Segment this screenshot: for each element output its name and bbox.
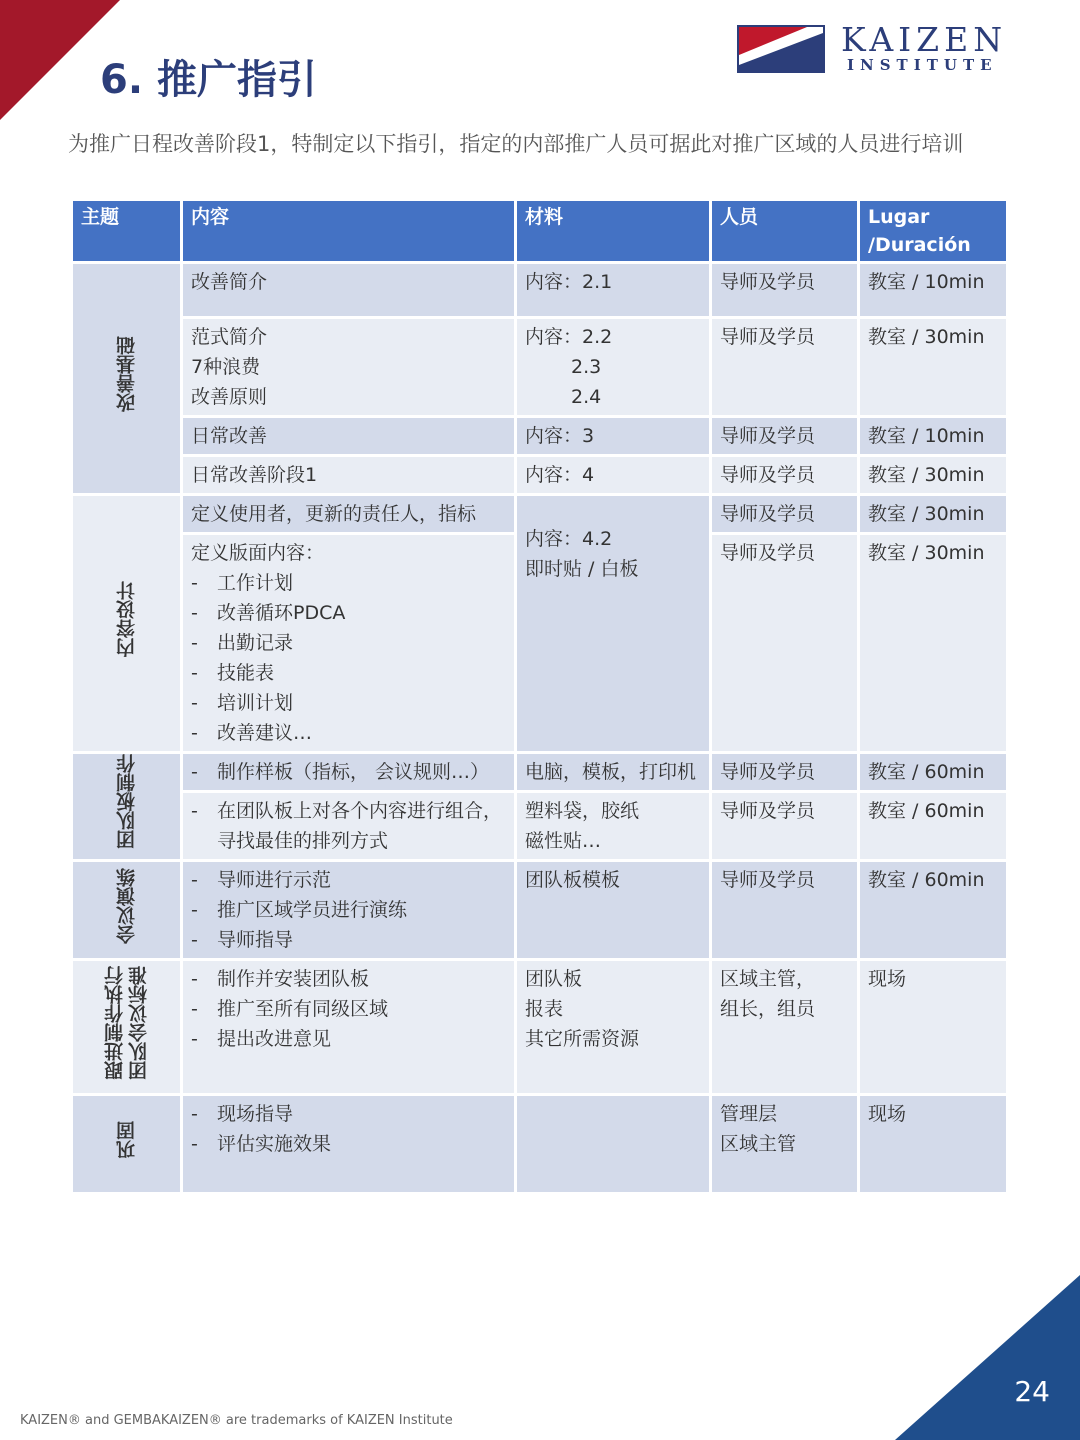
topic-label: 巩固 <box>115 1120 138 1159</box>
list-item: - 评估实施效果 <box>191 1133 332 1155</box>
place-cell: 现场 <box>860 961 1006 1093</box>
staff-line: 导师及学员 <box>720 761 816 783</box>
topic-label: 改善基础 <box>115 336 138 412</box>
header-material: 材料 <box>517 201 709 261</box>
place-cell: 教室 / 60min <box>860 793 1006 859</box>
list-item-text: 改善循环PDCA <box>217 602 346 624</box>
content-cell <box>183 264 514 316</box>
material-line: 团队板模板 <box>525 869 621 891</box>
list-item-text: 导师进行示范 <box>217 869 332 891</box>
list-item-text: 改善建议… <box>217 722 313 744</box>
staff-cell <box>712 754 857 790</box>
intro-text: 为推广日程改善阶段1，特制定以下指引，指定的内部推广人员可据此对推广区域的人员进行培训 <box>68 132 964 156</box>
header-topic: 主题 <box>73 201 180 261</box>
staff-cell <box>712 319 857 415</box>
content-line: 7种浪费 <box>191 356 261 378</box>
list-item: - 出勤记录 <box>191 632 294 654</box>
staff-cell <box>712 1096 857 1192</box>
place-cell: 现场 <box>860 1096 1006 1192</box>
staff-line: 组长，组员 <box>720 998 816 1020</box>
material-cell <box>517 754 709 790</box>
material-line: 内容：2.2 <box>525 326 613 348</box>
staff-line: 导师及学员 <box>720 503 816 525</box>
table-row <box>73 793 1006 859</box>
material-cell <box>517 319 709 415</box>
material-line: 其它所需资源 <box>525 1028 640 1050</box>
material-cell <box>517 496 709 751</box>
material-line: 报表 <box>525 998 564 1020</box>
staff-line: 区域主管 <box>720 1133 797 1155</box>
list-item-text: 制作样板（指标， 会议规则…） <box>217 761 490 783</box>
staff-cell <box>712 862 857 958</box>
list-item-text: 现场指导 <box>217 1103 294 1125</box>
staff-line: 导师及学员 <box>720 464 816 486</box>
table-row <box>73 418 1006 454</box>
table-row <box>73 961 1006 1093</box>
topic-label: 跟进制作执行团队会议标准 <box>103 965 150 1080</box>
list-item-text: 制作并安装团队板 <box>217 968 370 990</box>
content-line: 日常改善 <box>191 425 268 447</box>
topic-label: 会议演练 <box>115 867 138 944</box>
header-place: Lugar /Duración <box>860 201 1006 261</box>
topic-cell <box>73 1096 180 1192</box>
staff-line: 导师及学员 <box>720 326 816 348</box>
material-line: 内容：3 <box>525 425 595 447</box>
content-cell <box>183 793 514 859</box>
material-line: 团队板 <box>525 968 583 990</box>
table-row <box>73 754 1006 790</box>
content-line: 日常改善阶段1 <box>191 464 318 486</box>
place-cell: 教室 / 30min <box>860 457 1006 493</box>
material-line: 内容：4.2 <box>525 528 613 550</box>
table-row <box>73 319 1006 415</box>
kaizen-logo <box>737 22 1052 77</box>
list-item: - 提出改进意见 <box>191 1028 332 1050</box>
content-cell <box>183 457 514 493</box>
staff-cell <box>712 793 857 859</box>
material-cell <box>517 457 709 493</box>
list-item-text: 出勤记录 <box>217 632 294 654</box>
table-row <box>73 862 1006 958</box>
content-cell <box>183 1096 514 1192</box>
place-cell: 教室 / 60min <box>860 862 1006 958</box>
list-item: - 制作样板（指标， 会议规则…） <box>191 761 490 783</box>
kaizen-flag-icon <box>737 25 825 73</box>
topic-label: 内容设计 <box>115 581 138 657</box>
list-item-text: 评估实施效果 <box>217 1133 332 1155</box>
table-row <box>73 496 1006 532</box>
staff-line: 导师及学员 <box>720 542 816 564</box>
list-item-text: 培训计划 <box>217 692 294 714</box>
material-line: 电脑，模板，打印机 <box>525 761 697 783</box>
header-content: 内容 <box>183 201 514 261</box>
list-item-text: 技能表 <box>217 662 275 684</box>
material-line: 内容：2.1 <box>525 271 613 293</box>
material-line: 即时贴 / 白板 <box>525 558 639 580</box>
list-item: - 技能表 <box>191 662 275 684</box>
material-cell <box>517 264 709 316</box>
content-line: 范式简介 <box>191 326 268 348</box>
material-cell <box>517 961 709 1093</box>
header-staff: 人员 <box>712 201 857 261</box>
list-item: - 导师进行示范 <box>191 869 332 891</box>
page-number: 24 <box>1014 1375 1050 1408</box>
table-row <box>73 457 1006 493</box>
bottom-right-corner-decoration <box>895 1275 1080 1440</box>
place-cell: 教室 / 30min <box>860 319 1006 415</box>
material-cell <box>517 793 709 859</box>
place-cell: 教室 / 10min <box>860 418 1006 454</box>
trademark-footer: KAIZEN® and GEMBAKAIZEN® are trademarks of KAIZEN Institute <box>20 1413 453 1428</box>
list-item: - 制作并安装团队板 <box>191 968 370 990</box>
staff-line: 导师及学员 <box>720 800 816 822</box>
content-line: 改善原则 <box>191 386 268 408</box>
list-item-text: 导师指导 <box>217 929 294 951</box>
staff-cell <box>712 535 857 751</box>
list-item: - 导师指导 <box>191 929 294 951</box>
list-item-text: 提出改进意见 <box>217 1028 332 1050</box>
table-row <box>73 1096 1006 1192</box>
content-line: 定义版面内容： <box>191 542 325 564</box>
content-line: 定义使用者，更新的责任人，指标 <box>191 503 477 525</box>
content-cell <box>183 862 514 958</box>
place-cell: 教室 / 30min <box>860 535 1006 751</box>
logo-kaizen-text: KAIZEN <box>841 20 1008 59</box>
topic-label: 团队板制作 <box>115 754 138 850</box>
material-line: 塑料袋，胶纸 <box>525 800 640 822</box>
staff-cell <box>712 496 857 532</box>
topic-cell <box>73 496 180 751</box>
content-cell <box>183 418 514 454</box>
logo-institute-text: INSTITUTE <box>847 56 998 74</box>
place-cell: 教室 / 10min <box>860 264 1006 316</box>
staff-line: 导师及学员 <box>720 271 816 293</box>
staff-line: 管理层 <box>720 1103 778 1125</box>
material-cell <box>517 1096 709 1192</box>
list-item: - 培训计划 <box>191 692 294 714</box>
list-item: - 改善循环PDCA <box>191 602 346 624</box>
table-header-row <box>73 201 1006 261</box>
staff-line: 导师及学员 <box>720 869 816 891</box>
material-line: 2.3 <box>571 356 602 378</box>
list-item-text: 推广区域学员进行演练 <box>217 899 408 921</box>
table-row <box>73 264 1006 316</box>
staff-cell <box>712 264 857 316</box>
list-item: - 推广区域学员进行演练 <box>191 899 408 921</box>
guide-table <box>70 198 1009 1195</box>
list-item-text: 推广至所有同级区域 <box>217 998 389 1020</box>
content-cell <box>183 535 514 751</box>
page-title: 6. 推广指引 <box>100 57 317 103</box>
staff-line: 导师及学员 <box>720 425 816 447</box>
list-item: - 工作计划 <box>191 572 294 594</box>
list-item-text: 工作计划 <box>217 572 294 594</box>
content-cell <box>183 961 514 1093</box>
topic-cell <box>73 862 180 958</box>
content-cell <box>183 496 514 532</box>
content-cell <box>183 754 514 790</box>
content-line: 改善简介 <box>191 271 268 293</box>
place-cell: 教室 / 30min <box>860 496 1006 532</box>
list-item: - 改善建议… <box>191 722 313 744</box>
material-line: 2.4 <box>571 386 602 408</box>
material-cell <box>517 862 709 958</box>
list-item: - 推广至所有同级区域 <box>191 998 389 1020</box>
staff-cell <box>712 961 857 1093</box>
topic-cell <box>73 754 180 859</box>
content-cell <box>183 319 514 415</box>
staff-cell <box>712 457 857 493</box>
topic-cell <box>73 961 180 1093</box>
staff-line: 区域主管， <box>720 968 816 990</box>
list-item-text: 在团队板上对各个内容进行组合，寻找最佳的排列方式 <box>217 800 503 852</box>
staff-cell <box>712 418 857 454</box>
topic-cell <box>73 264 180 493</box>
place-cell: 教室 / 60min <box>860 754 1006 790</box>
material-line: 磁性贴… <box>525 830 602 852</box>
material-cell <box>517 418 709 454</box>
list-item: - 在团队板上对各个内容进行组合，寻找最佳的排列方式 <box>191 796 506 856</box>
list-item: - 现场指导 <box>191 1103 294 1125</box>
material-line: 内容：4 <box>525 464 595 486</box>
